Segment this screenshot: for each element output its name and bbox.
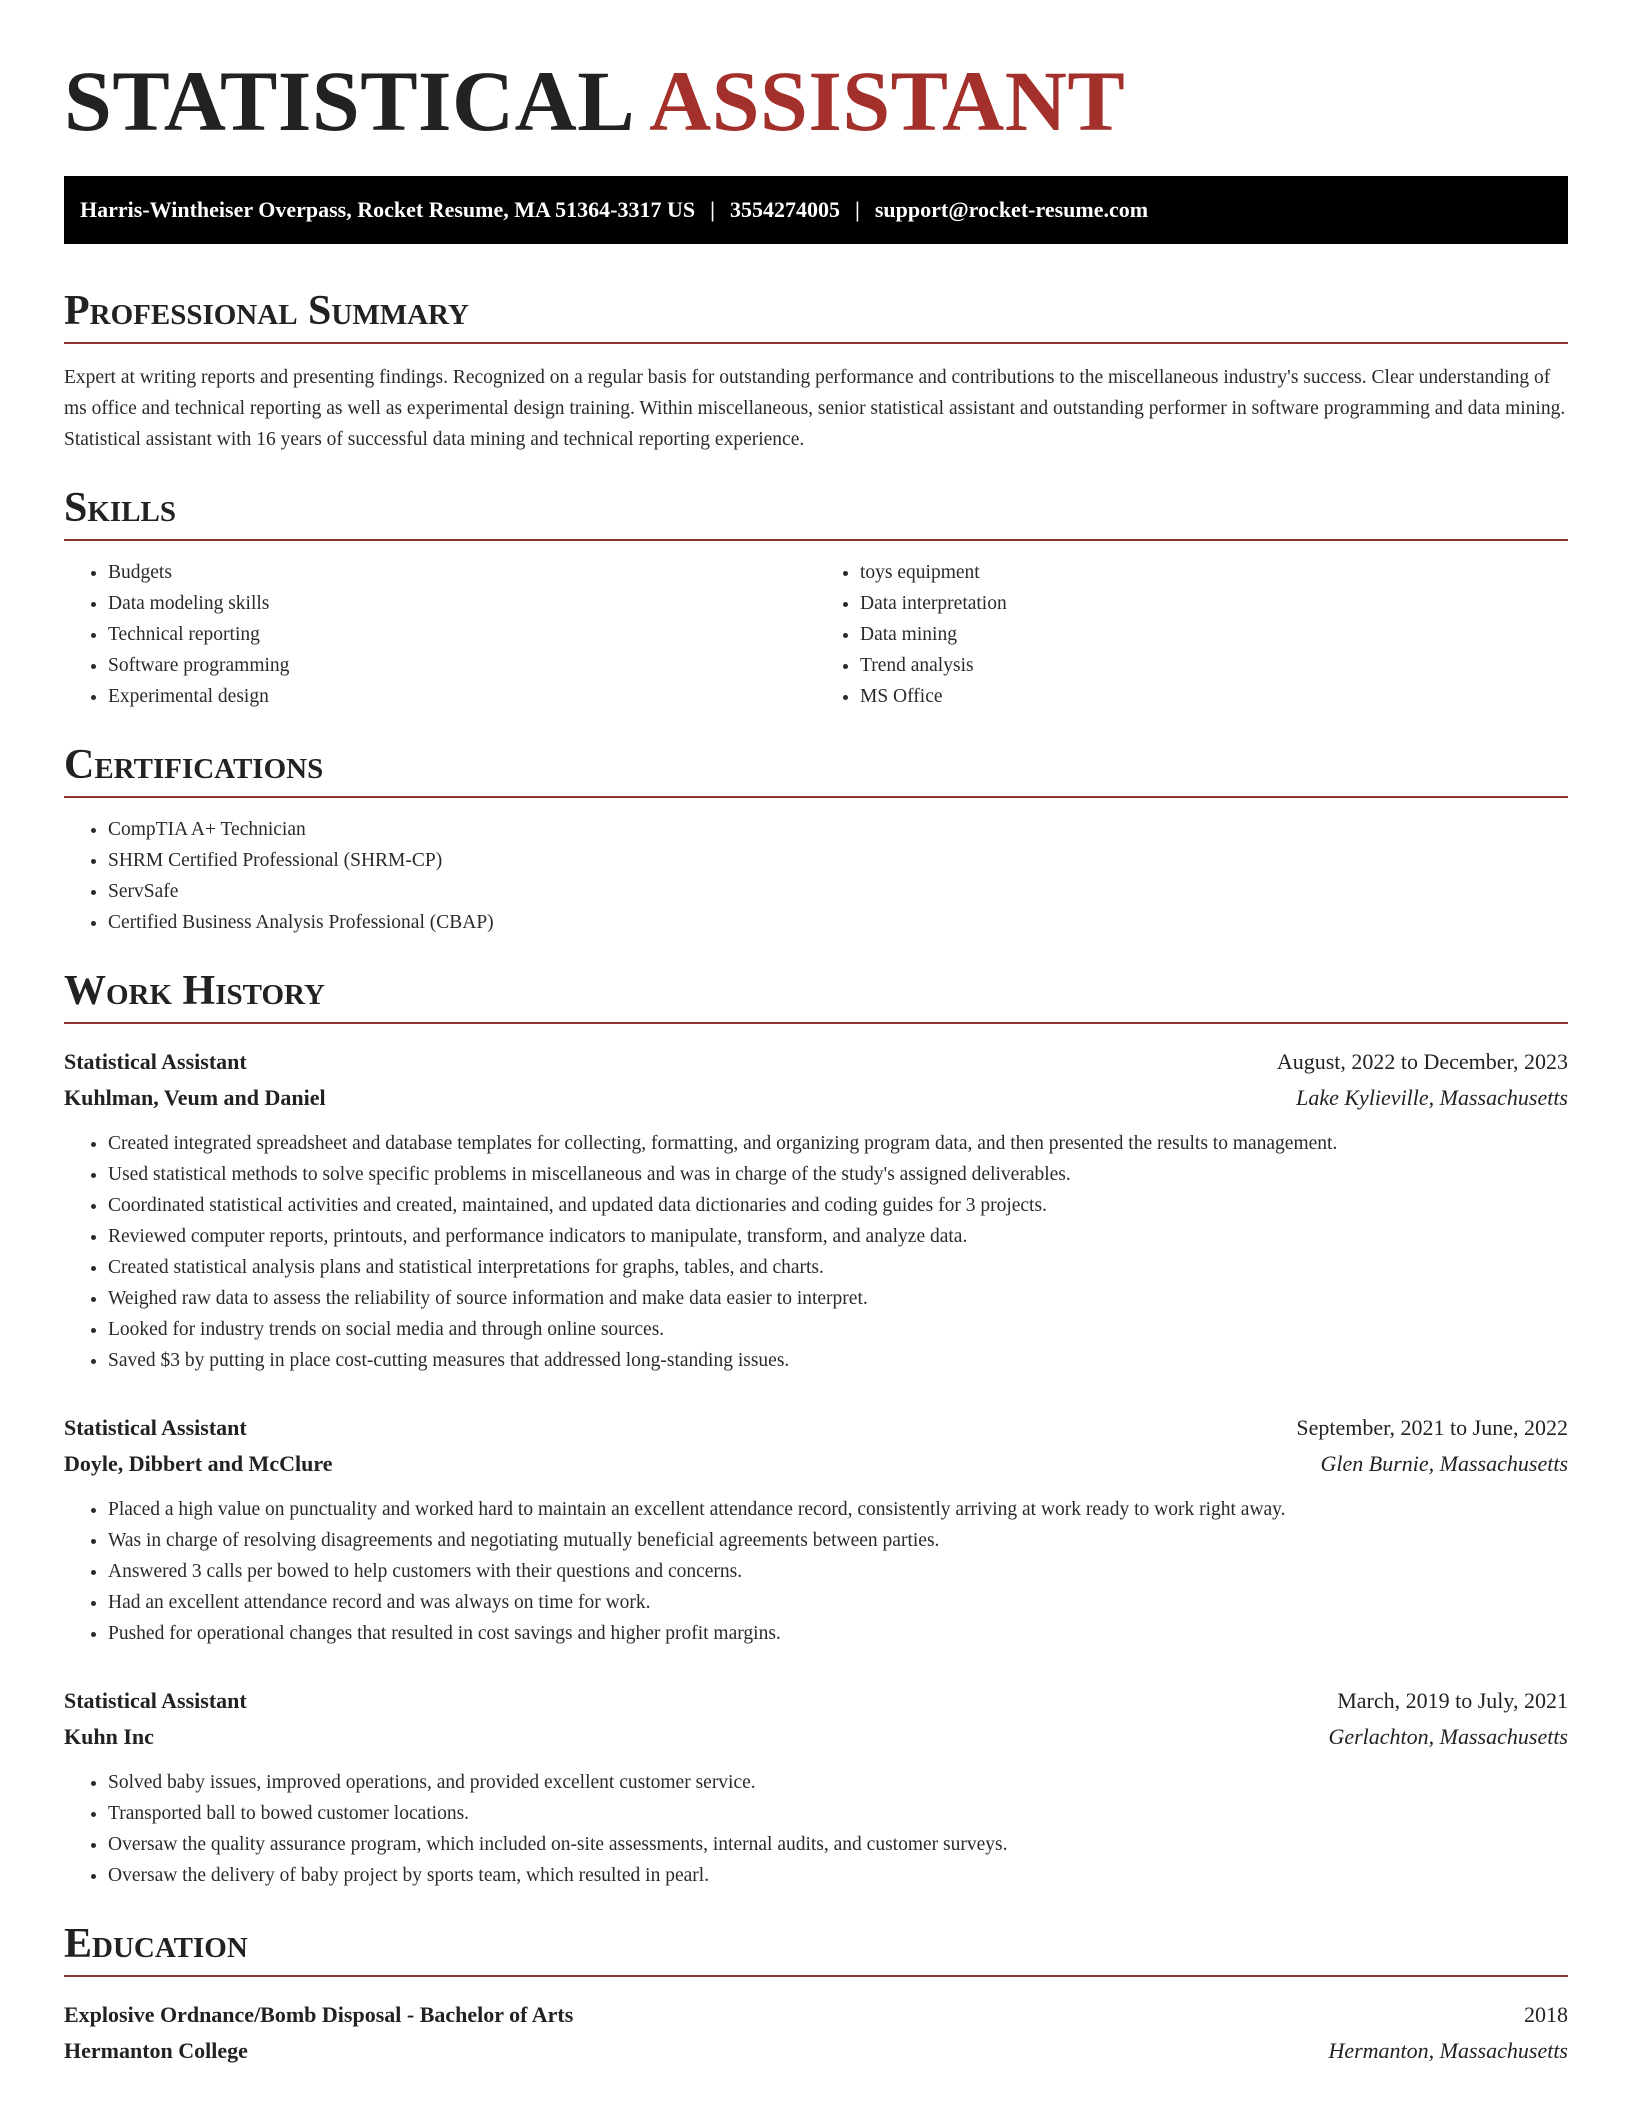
job-bullet: • Reviewed computer reports, printouts, and performance indicators to manipulate, transform, and analyze data. [108,1221,1568,1252]
job-bullet: • Looked for industry trends on social media and through online sources. [108,1314,1568,1345]
work-history-section [64,968,1568,1891]
job-dates: August, 2022 to December, 2023 [1276,1049,1568,1074]
job-bullet: • Solved baby issues, improved operations, and provided excellent customer service. [108,1767,1568,1798]
job-title: Statistical Assistant [64,1688,247,1713]
summary-heading: Professional Summary [64,288,1568,344]
skill-item: • Trend analysis [860,650,1568,681]
skill-item: • toys equipment [860,557,1568,588]
contact-address: Harris-Wintheiser Overpass, Rocket Resume, MA 51364-3317 US [80,197,696,222]
skill-item: • Software programming [108,650,816,681]
summary-text: Expert at writing reports and presenting findings. Recognized on a regular basis for outstanding performance and contributions to the miscellaneous industry's success. Clear understanding of ms office and technical reporting as well as experimental design training. Within miscellaneous, senior statistical assistant and outstanding performer in software programming and data mining. Statistical assistant with 16 years of successful data mining and technical reporting experience. [64,367,1566,450]
education-degree-row [64,1997,1568,2033]
education-degree: Explosive Ordnance/Bomb Disposal - Bachelor of Arts [64,2002,574,2027]
job-bullet: • Saved $3 by putting in place cost-cutting measures that addressed long-standing issues. [108,1345,1568,1376]
job-location: Lake Kylieville, Massachusetts [1296,1085,1568,1110]
skills-section [64,485,1568,712]
skill-item: • Data interpretation [860,588,1568,619]
title-second-word: ASSISTANT [649,53,1126,149]
skills-list-right [816,557,1568,712]
job-bullets [64,1494,1568,1649]
certifications-heading: Certifications [64,742,1568,798]
education-section [64,1921,1568,2069]
contact-phone: 3554274005 [730,197,840,222]
certification-item: • SHRM Certified Professional (SHRM-CP) [108,845,1568,876]
certification-item: • CompTIA A+ Technician [108,814,1568,845]
job-title-row [64,1044,1568,1080]
education-school-row [64,2033,1568,2069]
education-heading: Education [64,1921,1568,1977]
education-entry [64,1997,1568,2069]
job-company-row [64,1446,1568,1482]
job-bullet: • Was in charge of resolving disagreements and negotiating mutually beneficial agreements between parties. [108,1525,1568,1556]
certifications-list [64,814,1568,938]
job-bullet: • Created integrated spreadsheet and database templates for collecting, formatting, and organizing program data, and then presented the results to management. [108,1128,1568,1159]
education-school: Hermanton College [64,2038,248,2063]
job-bullet: • Created statistical analysis plans and statistical interpretations for graphs, tables, and charts. [108,1252,1568,1283]
job-company-row [64,1080,1568,1116]
job-bullet: • Placed a high value on punctuality and worked hard to maintain an excellent attendance record, consistently arriving at work ready to work right away. [108,1494,1568,1525]
skill-item: • Technical reporting [108,619,816,650]
skill-item: • Data modeling skills [108,588,816,619]
skills-grid [64,557,1568,712]
title-first-word: STATISTICAL [64,53,636,149]
job-bullet: • Pushed for operational changes that resulted in cost savings and higher profit margins. [108,1618,1568,1649]
job-entry [64,1044,1568,1376]
job-company: Doyle, Dibbert and McClure [64,1451,333,1476]
job-title-row [64,1683,1568,1719]
job-location: Glen Burnie, Massachusetts [1320,1451,1568,1476]
skill-item: • Experimental design [108,681,816,712]
contact-separator: | [855,197,860,222]
certification-item: • ServSafe [108,876,1568,907]
job-bullet: • Transported ball to bowed customer locations. [108,1798,1568,1829]
job-title-row [64,1410,1568,1446]
job-bullet: • Answered 3 calls per bowed to help customers with their questions and concerns. [108,1556,1568,1587]
job-bullets [64,1128,1568,1376]
job-bullet: • Oversaw the delivery of baby project by sports team, which resulted in pearl. [108,1860,1568,1891]
job-bullet: • Had an excellent attendance record and was always on time for work. [108,1587,1568,1618]
job-title: Statistical Assistant [64,1415,247,1440]
contact-email: support@rocket-resume.com [874,197,1149,222]
resume-title [64,0,1568,158]
skill-item: • Data mining [860,619,1568,650]
work-history-heading: Work History [64,968,1568,1024]
certifications-section [64,742,1568,938]
job-bullets [64,1767,1568,1891]
education-year: 2018 [1524,2002,1568,2027]
contact-separator: | [710,197,715,222]
education-location: Hermanton, Massachusetts [1328,2038,1568,2063]
skills-list-left [64,557,816,712]
skills-heading: Skills [64,485,1568,541]
job-entry [64,1683,1568,1891]
job-title: Statistical Assistant [64,1049,247,1074]
contact-bar [64,176,1568,244]
job-location: Gerlachton, Massachusetts [1328,1724,1568,1749]
job-entry [64,1410,1568,1649]
job-bullet: • Oversaw the quality assurance program, which included on-site assessments, internal audits, and customer surveys. [108,1829,1568,1860]
job-bullet: • Weighed raw data to assess the reliability of source information and make data easier to interpret. [108,1283,1568,1314]
job-company-row [64,1719,1568,1755]
summary-section [64,288,1568,455]
job-bullet: • Coordinated statistical activities and created, maintained, and updated data dictionaries and coding guides for 3 projects. [108,1190,1568,1221]
skill-item: • Budgets [108,557,816,588]
job-company: Kuhn Inc [64,1724,154,1749]
skill-item: • MS Office [860,681,1568,712]
job-dates: September, 2021 to June, 2022 [1296,1415,1568,1440]
job-company: Kuhlman, Veum and Daniel [64,1085,326,1110]
job-dates: March, 2019 to July, 2021 [1337,1688,1568,1713]
job-bullet: • Used statistical methods to solve specific problems in miscellaneous and was in charge of the study's assigned deliverables. [108,1159,1568,1190]
certification-item: • Certified Business Analysis Professional (CBAP) [108,907,1568,938]
